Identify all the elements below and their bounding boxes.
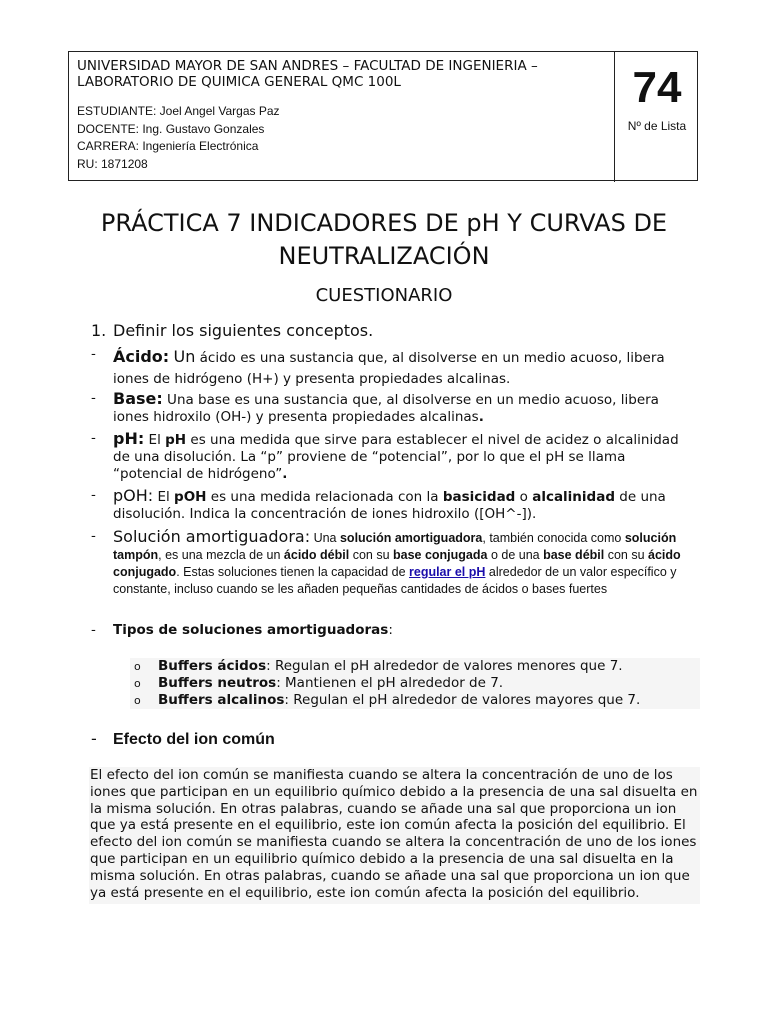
concept-term: pH: bbox=[113, 429, 145, 448]
concept-poh bbox=[91, 487, 691, 523]
dash-marker: - bbox=[91, 729, 97, 748]
bullet-marker: o bbox=[134, 677, 141, 690]
dash-marker: - bbox=[91, 430, 96, 446]
dash-marker: - bbox=[91, 528, 96, 544]
concept-end: . bbox=[282, 466, 288, 482]
list-number-box bbox=[615, 52, 699, 133]
list-item bbox=[130, 658, 700, 675]
concept-text: ácido es una sustancia que, al disolverse en un medio acuoso, libera iones de hidrógeno (H+) y presenta propiedades alcalinas. bbox=[113, 350, 665, 387]
bullet-marker: o bbox=[134, 660, 141, 673]
buffer-desc: : Regulan el pH alrededor de valores menores que 7. bbox=[266, 658, 623, 674]
concept-solucion bbox=[91, 528, 691, 598]
lab-name: LABORATORIO DE QUIMICA GENERAL QMC 100L bbox=[77, 74, 401, 90]
university-name: UNIVERSIDAD MAYOR DE SAN ANDRES – FACULTAD DE INGENIERIA – bbox=[77, 58, 538, 74]
concept-ph bbox=[91, 430, 691, 483]
concept-end: : bbox=[388, 622, 393, 638]
question-1 bbox=[91, 321, 373, 341]
list-label: Nº de Lista bbox=[627, 119, 687, 133]
concept-text: con su bbox=[604, 548, 649, 562]
concept-text: es una medida relacionada con la bbox=[206, 489, 443, 505]
concept-bold: solución amortiguadora bbox=[339, 531, 483, 545]
concept-text: , es una mezcla de un bbox=[158, 548, 284, 562]
concept-bold: base débil bbox=[543, 548, 605, 562]
concept-text: El bbox=[144, 432, 166, 448]
concept-bold: pH bbox=[165, 432, 187, 448]
efecto-title: Efecto del ion común bbox=[113, 731, 275, 748]
list-item bbox=[130, 675, 700, 692]
concept-lead: Un bbox=[173, 347, 196, 366]
concept-term: Base: bbox=[113, 389, 163, 408]
buffer-name: Buffers alcalinos bbox=[158, 692, 285, 708]
concept-bold: base conjugada bbox=[393, 548, 488, 562]
concept-text: de una disolución. Indica la concentración de iones hidroxilo ([OH^-]). bbox=[113, 489, 666, 522]
header-info bbox=[77, 58, 607, 173]
buffer-name: Buffers neutros bbox=[158, 675, 277, 691]
student-ru: RU: 1871208 bbox=[77, 156, 148, 171]
list-item bbox=[130, 692, 700, 709]
career-name: CARRERA: Ingeniería Electrónica bbox=[77, 139, 259, 153]
bullet-marker: o bbox=[134, 694, 141, 707]
concept-text: con su bbox=[349, 548, 393, 562]
concept-bold: basicidad bbox=[442, 489, 516, 505]
concept-term: pOH: bbox=[113, 486, 154, 505]
concept-text: , también conocida como bbox=[482, 531, 625, 545]
teacher-name: DOCENTE: Ing. Gustavo Gonzales bbox=[77, 121, 265, 136]
concept-text: es una medida que sirve para establecer el nivel de acidez o alcalinidad de una disolución. La “p” proviene de “potencial”, por lo que el pH se llama “potencial de hidrógeno” bbox=[113, 432, 679, 482]
concept-text: o bbox=[515, 489, 533, 505]
dash-marker: - bbox=[91, 346, 96, 362]
concept-bold: pOH bbox=[174, 489, 207, 505]
concept-term: Tipos de soluciones amortiguadoras bbox=[113, 622, 389, 638]
dash-marker: - bbox=[91, 390, 96, 406]
concept-text: o de una bbox=[487, 548, 544, 562]
concept-tipos bbox=[91, 622, 691, 639]
concept-base bbox=[91, 390, 691, 426]
concept-text: . Estas soluciones tienen la capacidad de bbox=[176, 565, 409, 579]
concept-bold: ácido débil bbox=[283, 548, 350, 562]
concept-bold: solución tampón bbox=[113, 531, 677, 562]
concept-bold: ácido conjugado bbox=[113, 548, 681, 579]
concept-term: Ácido: bbox=[113, 347, 170, 366]
concept-term: Solución amortiguadora: bbox=[113, 527, 311, 546]
concept-text: Una base es una sustancia que, al disolverse en un medio acuoso, libera iones hidroxilo (OH-) y presenta propiedades alcalinas bbox=[113, 392, 659, 425]
question-number: 1. bbox=[91, 321, 107, 340]
student-name: ESTUDIANTE: Joel Angel Vargas Paz bbox=[77, 104, 280, 118]
efecto-heading bbox=[91, 729, 275, 750]
header-box bbox=[68, 51, 698, 181]
list-number: 74 bbox=[632, 63, 682, 112]
concept-acido bbox=[91, 346, 691, 390]
concept-text: El bbox=[153, 489, 175, 505]
section-subtitle: CUESTIONARIO bbox=[315, 285, 453, 306]
page-title: PRÁCTICA 7 INDICADORES DE pH Y CURVAS DE NEUTRALIZACIÓN bbox=[100, 209, 668, 270]
dash-marker: - bbox=[91, 487, 96, 503]
buffer-desc: : Mantienen el pH alrededor de 7. bbox=[276, 675, 504, 691]
concept-bold: alcalinidad bbox=[532, 489, 615, 505]
efecto-paragraph: El efecto del ion común se manifiesta cuando se altera la concentración de uno de los iones que participan en un equilibrio químico debido a la presencia de una sal disuelta en la misma solución. En otras palabras, cuando se añade una sal que proporciona un ion que ya está presente en el equilibrio, este ion común afecta la posición del equilibrio. El efecto del ion común se manifiesta cuando se altera la concentración de uno de los iones que participan en un equilibrio químico debido a la presencia de una sal disuelta en la misma solución. En otras palabras, cuando se añade una sal que proporciona un ion que ya está presente en el equilibrio, este ion común afecta la posición del equilibrio. bbox=[89, 767, 700, 904]
buffer-name: Buffers ácidos bbox=[158, 658, 267, 674]
buffer-types-list bbox=[130, 658, 700, 709]
concept-text: Una bbox=[310, 531, 340, 545]
concept-end: . bbox=[478, 409, 484, 425]
question-text: Definir los siguientes conceptos. bbox=[113, 321, 374, 340]
concept-text: alrededor de un valor específico y constante, incluso cuando se les añaden pequeñas cantidades de ácidos o bases fuertes bbox=[113, 565, 677, 596]
regular-ph-link[interactable]: regular el pH bbox=[409, 565, 486, 579]
dash-marker: - bbox=[91, 622, 96, 638]
buffer-desc: : Regulan el pH alrededor de valores mayores que 7. bbox=[284, 692, 641, 708]
